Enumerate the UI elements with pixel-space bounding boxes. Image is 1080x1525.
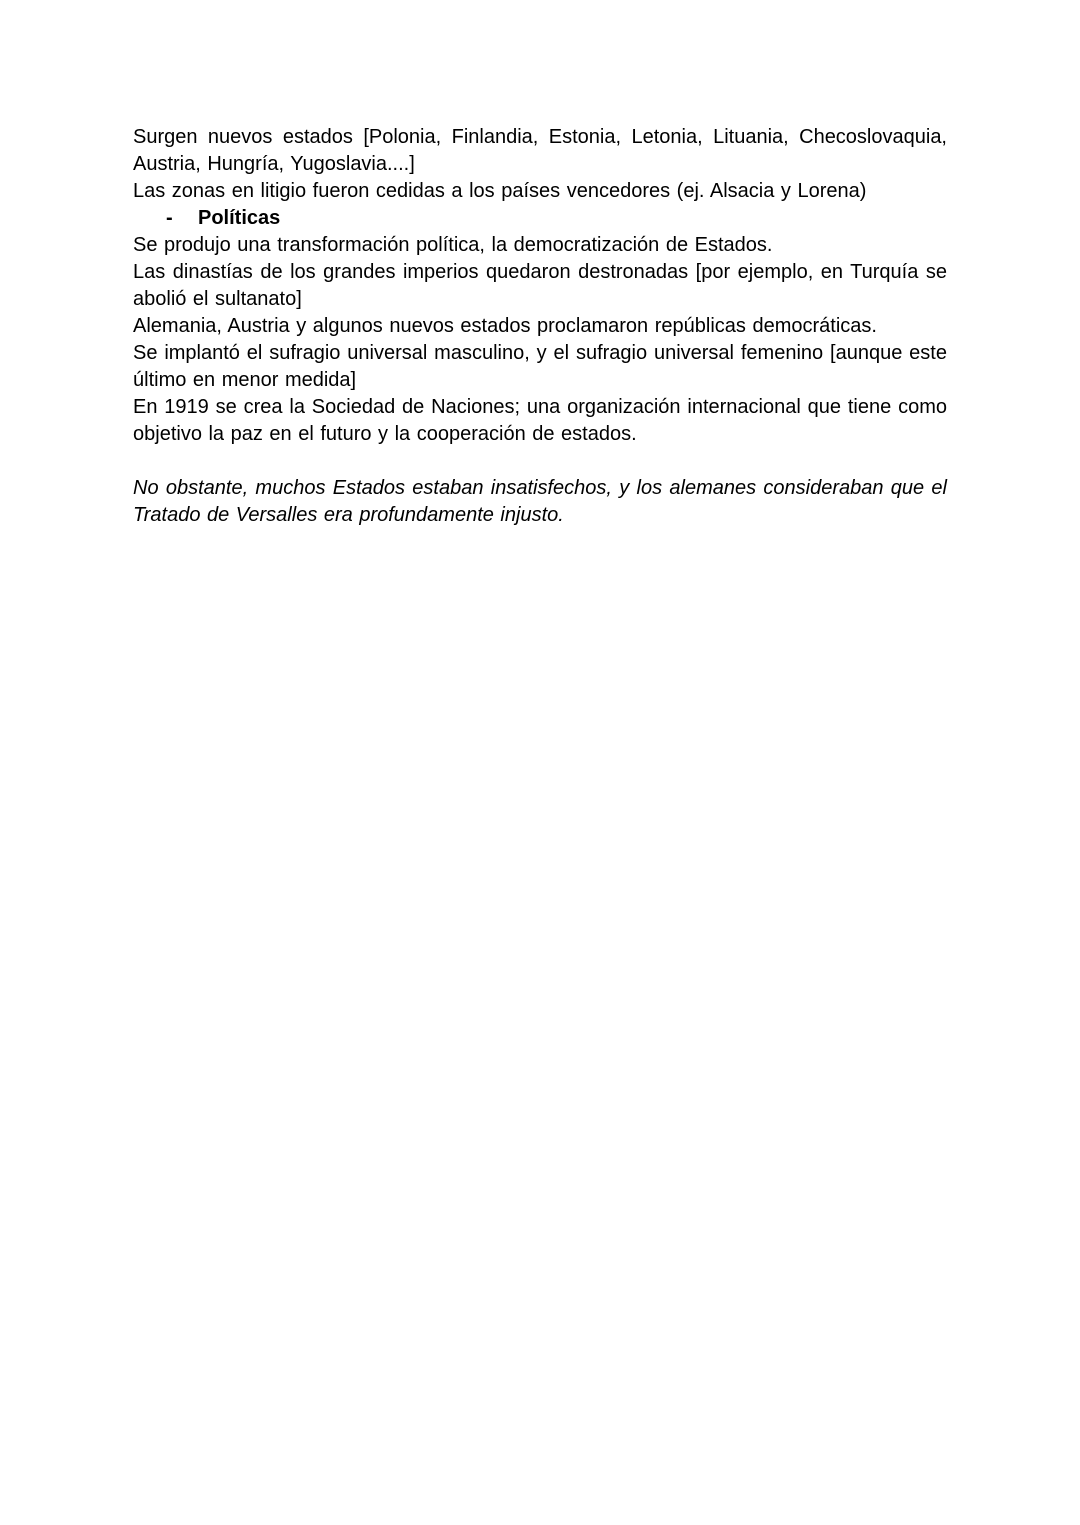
paragraph-ceded-zones: Las zonas en litigio fueron cedidas a los países vencedores (ej. Alsacia y Lorena): [133, 180, 867, 202]
paragraph-suffrage: Se implantó el sufragio universal masculino, y el sufragio universal femenino [aunque este último en menor medida]: [133, 342, 947, 391]
text-block: [133, 124, 947, 529]
list-item-politicas: [133, 205, 947, 232]
paragraph-political-transformation: Se produjo una transformación política, la democratización de Estados.: [133, 234, 773, 256]
list-item-label: Políticas: [198, 207, 281, 229]
paragraph-dynasties: Las dinastías de los grandes imperios quedaron destronadas [por ejemplo, en Turquía se abolió el sultanato]: [133, 261, 947, 310]
bullet-dash: -: [166, 207, 173, 229]
paragraph-versailles-note: No obstante, muchos Estados estaban insatisfechos, y los alemanes consideraban que el Tratado de Versalles era profundamente injusto.: [133, 477, 947, 526]
paragraph-new-states: Surgen nuevos estados [Polonia, Finlandia, Estonia, Letonia, Lituania, Checoslovaquia, Austria, Hungría, Yugoslavia....]: [133, 126, 947, 175]
paragraph-republics: Alemania, Austria y algunos nuevos estados proclamaron repúblicas democráticas.: [133, 315, 877, 337]
paragraph-league-of-nations: En 1919 se crea la Sociedad de Naciones; una organización internacional que tiene como objetivo la paz en el futuro y la cooperación de estados.: [133, 396, 947, 445]
